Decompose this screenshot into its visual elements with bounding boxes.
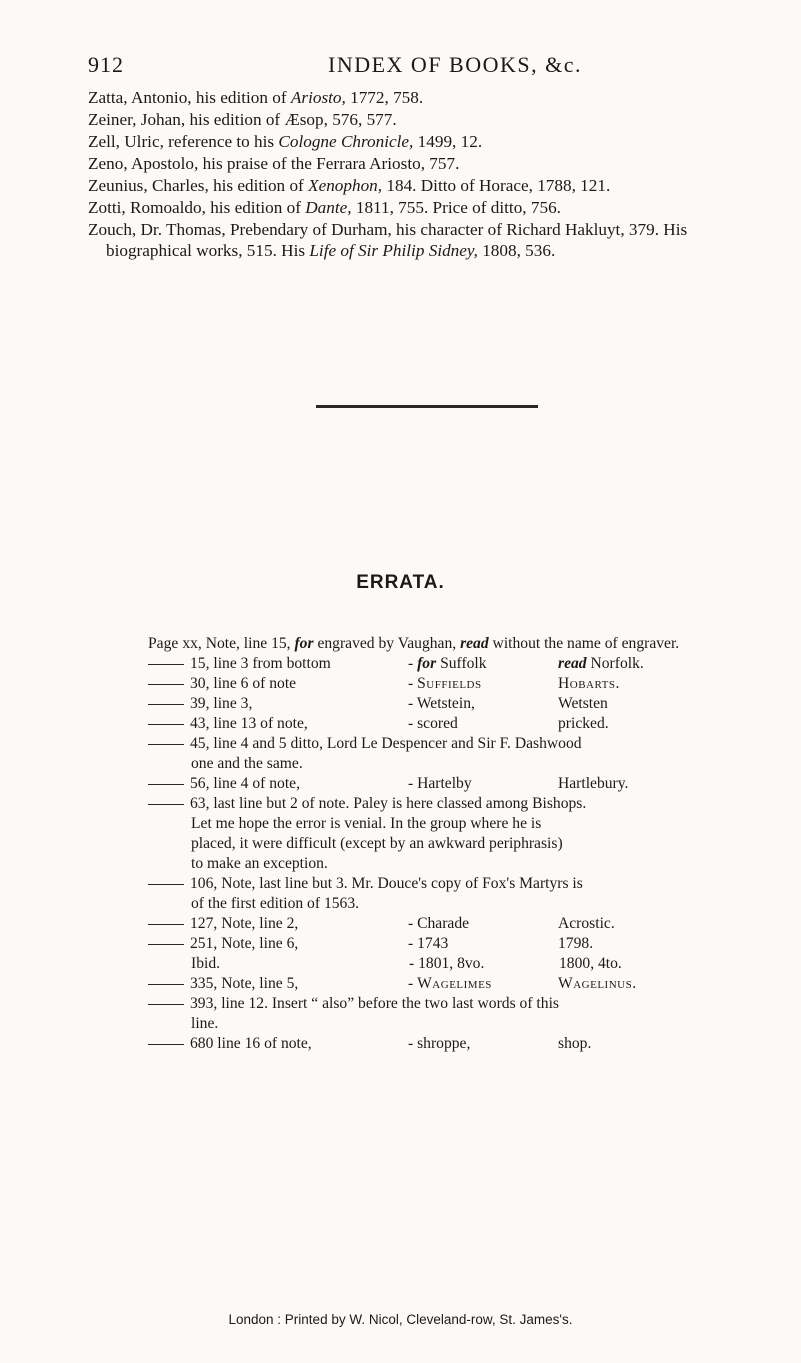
section-divider <box>316 405 538 408</box>
errata-row: 127, Note, line 2, - Charade Acrostic. <box>148 914 740 934</box>
errata-row: Ibid. - 1801, 8vo. 1800, 4to. <box>191 955 622 972</box>
errata-continuation: one and the same. <box>191 755 303 772</box>
index-entry: Zeiner, Johan, his edition of Æsop, 576, 577. <box>88 110 397 129</box>
errata-title: ERRATA. <box>356 572 445 593</box>
index-entry: Zell, Ulric, reference to his Cologne Chronicle, 1499, 12. <box>88 132 483 151</box>
index-entry: Zatta, Antonio, his edition of Ariosto, 1772, 758. <box>88 88 424 107</box>
errata-continuation: of the first edition of 1563. <box>191 895 360 912</box>
running-head <box>88 52 748 80</box>
errata-row: Page xx, Note, line 15, for engraved by Vaughan, read without the name of engraver. <box>148 635 680 652</box>
errata-row: 45, line 4 and 5 ditto, Lord Le Despencer and Sir F. Dashwood <box>148 734 740 754</box>
index-entry: Zeno, Apostolo, his praise of the Ferrara Ariosto, 757. <box>88 154 460 173</box>
errata-row: 335, Note, line 5, - Wagelimes Wagelinus. <box>148 974 740 994</box>
running-title: INDEX OF BOOKS, &c. <box>328 52 582 77</box>
errata-row: 30, line 6 of note - Suffields Hobarts. <box>148 674 740 694</box>
index-entry: Zotti, Romoaldo, his edition of Dante, 1811, 755. Price of ditto, 756. <box>88 198 561 217</box>
errata-continuation: placed, it were difficult (except by an awkward periphrasis) <box>191 835 563 852</box>
errata-row: 63, last line but 2 of note. Paley is here classed among Bishops. <box>148 794 740 814</box>
index-entry: Zeunius, Charles, his edition of Xenophon, 184. Ditto of Horace, 1788, 121. <box>88 176 611 195</box>
errata-row: 251, Note, line 6, - 1743 1798. <box>148 934 740 954</box>
errata-continuation: Let me hope the error is venial. In the group where he is <box>191 815 542 832</box>
errata-row: 43, line 13 of note, - scored pricked. <box>148 714 740 734</box>
errata-row: 106, Note, last line but 3. Mr. Douce's copy of Fox's Martyrs is <box>148 874 740 894</box>
errata-continuation: line. <box>191 1015 219 1032</box>
errata-row: 680 line 16 of note, - shroppe, shop. <box>148 1034 740 1054</box>
index-entry: Zouch, Dr. Thomas, Prebendary of Durham, his character of Richard Hakluyt, 379. His biographical works, 515. His Life of Sir Philip Sidney, 1808, 536. <box>88 220 688 260</box>
printer-imprint: London : Printed by W. Nicol, Cleveland-row, St. James's. <box>228 1312 573 1327</box>
errata-row: 56, line 4 of note, - Hartelby Hartlebury. <box>148 774 740 794</box>
errata-row: 39, line 3, - Wetstein, Wetsten <box>148 694 740 714</box>
errata-list <box>148 634 740 1054</box>
errata-row: 393, line 12. Insert “ also” before the two last words of this <box>148 994 740 1014</box>
index-entries <box>88 87 743 262</box>
page-number: 912 <box>88 52 124 77</box>
errata-row: 15, line 3 from bottom - for Suffolk read Norfolk. <box>148 654 740 674</box>
errata-continuation: to make an exception. <box>191 855 328 872</box>
